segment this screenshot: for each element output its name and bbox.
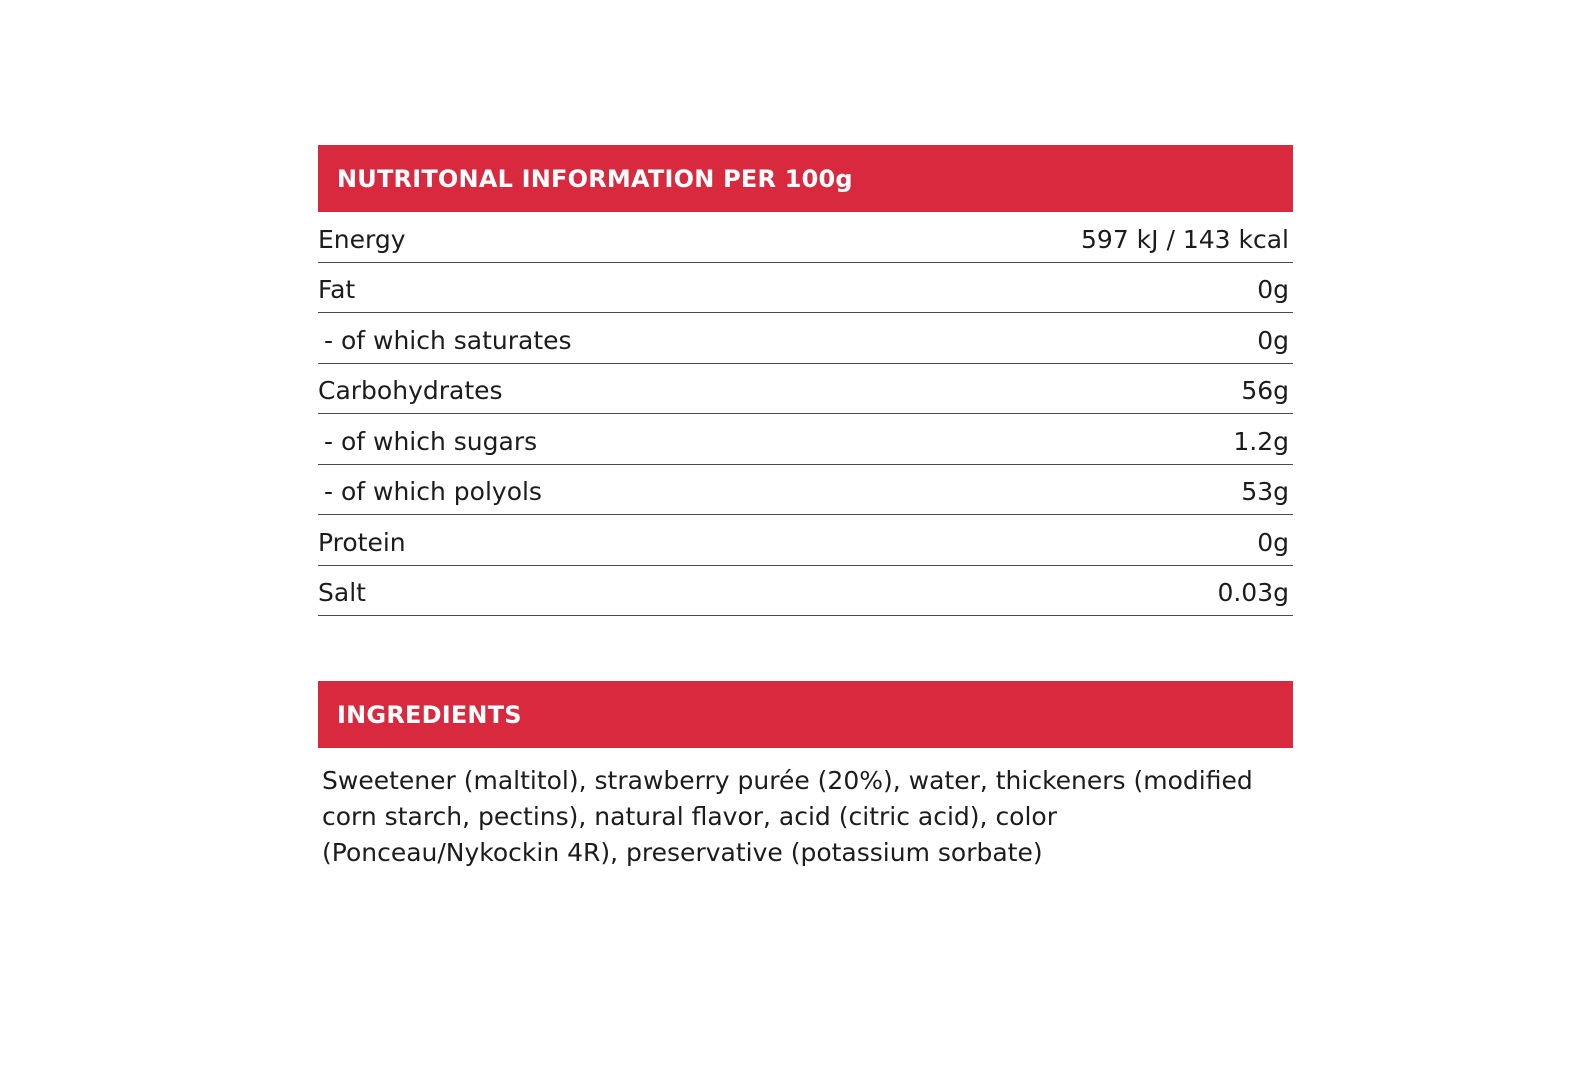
nutrition-table — [318, 145, 1293, 616]
nutrition-header — [318, 145, 1293, 212]
nutrition-row-sugars — [318, 414, 1293, 465]
nutrient-value: 0.03g — [1217, 578, 1289, 607]
ingredients-text: Sweetener (maltitol), strawberry purée (20%), water, thickeners (modified corn starch, pectins), natural flavor, acid (citric acid), color (Ponceau/Nykockin 4R), preservative (potassium sorbate) — [322, 766, 1253, 867]
nutrient-value: 56g — [1241, 376, 1289, 405]
nutrient-value: 0g — [1257, 527, 1289, 557]
ingredients-title: INGREDIENTS — [337, 700, 522, 729]
nutrition-row-salt — [318, 566, 1293, 617]
nutrition-row-carbohydrates — [318, 364, 1293, 415]
nutrient-name: - of which sugars — [324, 426, 538, 456]
nutrient-value: 53g — [1241, 477, 1289, 506]
nutrient-value: 1.2g — [1233, 426, 1289, 456]
ingredients-section — [318, 681, 1293, 896]
ingredients-header — [318, 681, 1293, 748]
nutrition-row-protein — [318, 515, 1293, 566]
nutrition-row-saturates — [318, 313, 1293, 364]
nutrient-value: 597 kJ / 143 kcal — [1081, 224, 1289, 254]
nutrition-row-polyols — [318, 465, 1293, 516]
nutrition-row-fat — [318, 263, 1293, 314]
nutrition-row-energy — [318, 212, 1293, 263]
nutrient-name: Carbohydrates — [318, 376, 503, 405]
nutrient-name: - of which saturates — [324, 325, 572, 355]
nutrient-name: - of which polyols — [324, 477, 542, 506]
nutrient-value: 0g — [1257, 325, 1289, 355]
nutrition-title: NUTRITONAL INFORMATION PER 100g — [337, 164, 853, 193]
nutrient-name: Protein — [318, 527, 406, 557]
nutrient-name: Salt — [318, 578, 366, 607]
nutrition-rows — [318, 212, 1293, 616]
nutrient-name: Fat — [318, 275, 356, 304]
nutrient-name: Energy — [318, 224, 406, 254]
nutrient-value: 0g — [1257, 275, 1289, 304]
